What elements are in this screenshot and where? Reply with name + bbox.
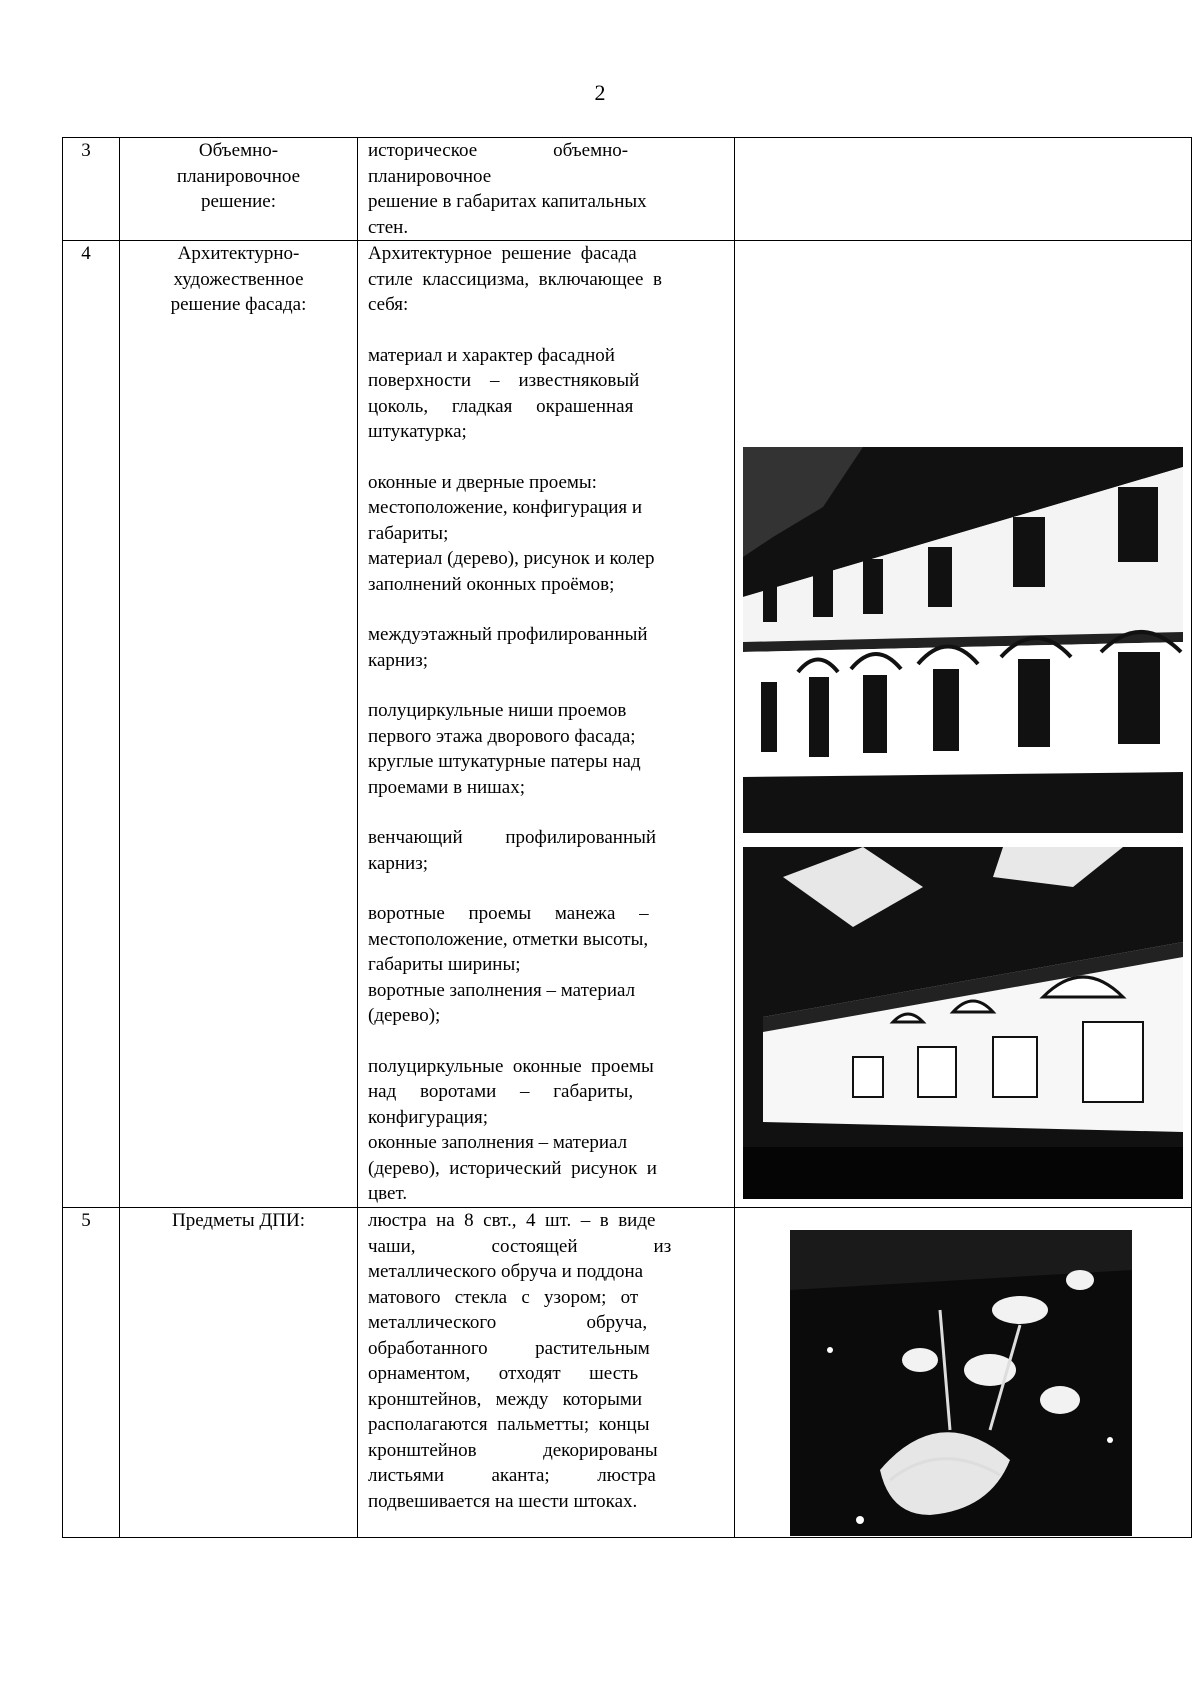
page-number: 2 <box>594 80 606 105</box>
paragraph-surface: материал и характер фасадной поверхности – известняковый цоколь, гладкая окрашенная штукатурка; <box>368 344 640 442</box>
paragraph-gates: воротные проемы манежа – местоположение, отметки высоты, габариты ширины; воротные заполнения – материал (дерево); <box>368 903 649 1026</box>
row-title: Предметы ДПИ: <box>120 1208 358 1538</box>
row-title: Архитектурно- художественное решение фасада: <box>120 241 358 1208</box>
facade-photo <box>743 447 1183 833</box>
table-row-4 <box>63 241 1192 1208</box>
paragraph-niches: полуциркульные ниши проемов первого этажа дворового фасада; круглые штукатурные патеры над проемами в нишах; <box>368 700 641 798</box>
table-row-3 <box>63 138 1192 241</box>
photo-cell-empty <box>735 138 1192 241</box>
paragraph-crowning-cornice: венчающий профилированный карниз; <box>368 827 657 874</box>
paragraph-arched-windows: полуциркульные оконные проемы над воротами – габариты, конфигурация; оконные заполнения – материал (дерево), исторический рисунок и цвет. <box>368 1055 657 1204</box>
photo-cell-chandelier <box>735 1208 1192 1538</box>
chandelier-photo <box>790 1230 1132 1536</box>
row-description <box>358 1208 735 1538</box>
manege-photo <box>743 847 1183 1199</box>
row-title: Объемно- планировочное решение: <box>120 138 358 241</box>
row-number: 3 <box>63 138 120 241</box>
paragraph-interfloor-cornice: междуэтажный профилированный карниз; <box>368 624 648 671</box>
paragraph-intro: Архитектурное решение фасада стиле классицизма, включающее в себя: <box>368 243 662 315</box>
row-description: историческое объемно- планировочное решение в габаритах капитальных стен. <box>358 138 735 241</box>
row-number: 5 <box>63 1208 120 1538</box>
table-row-5 <box>63 1208 1192 1538</box>
row-number: 4 <box>63 241 120 1208</box>
specification-table <box>62 137 1192 1538</box>
paragraph-openings: оконные и дверные проемы: местоположение, конфигурация и габариты; материал (дерево), рисунок и колер заполнений оконных проёмов; <box>368 471 655 595</box>
row-description <box>358 241 735 1208</box>
photo-cell-facades <box>735 241 1192 1208</box>
paragraph-chandelier: люстра на 8 свт., 4 шт. – в виде чаши, состоящей из металлического обруча и поддона матового стекла с узором; от металлического обруча, обработанного растительным орнаментом, отходят шесть кронштейнов, между которыми располагаются пальметты; концы кронштейнов декорированы листьями аканта; люстра подвешивается на шести штоках. <box>368 1210 672 1512</box>
